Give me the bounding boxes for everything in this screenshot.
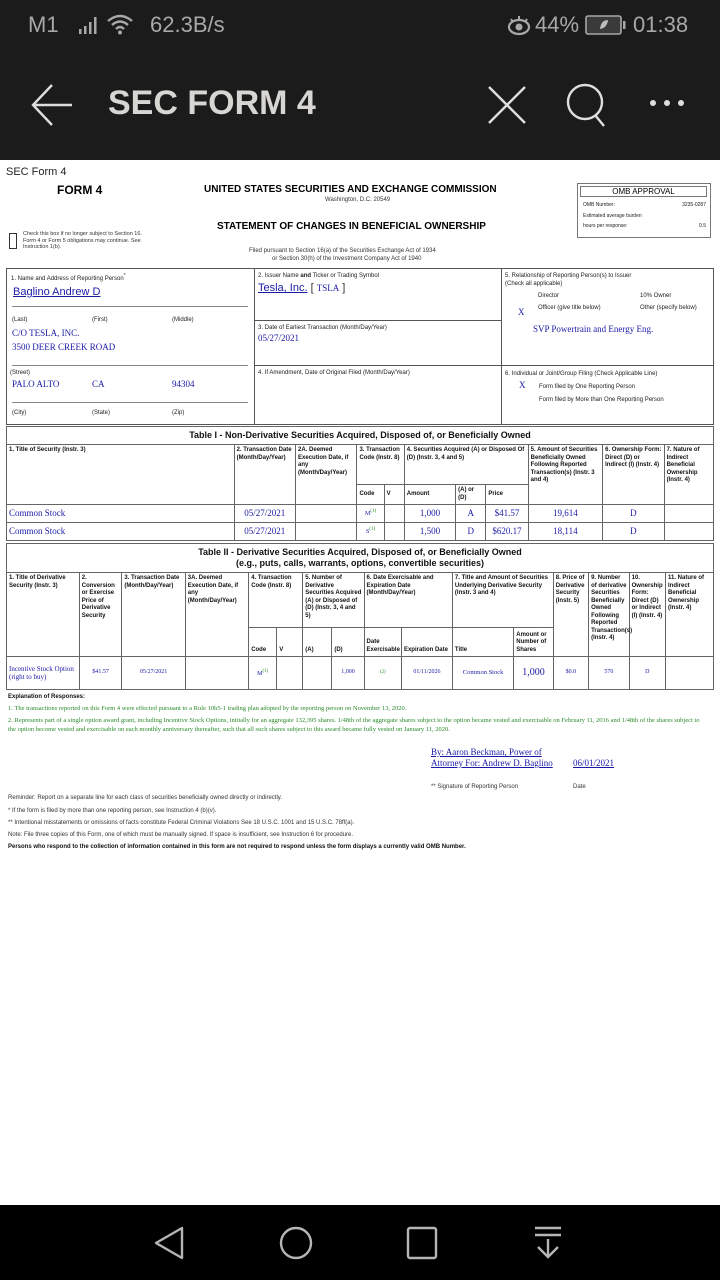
t2-header-form: 10. Ownership Form: Direct (D) or Indirect (I) (Instr. 4) — [629, 573, 665, 657]
cell-code: $M^{(1)}$ — [249, 657, 277, 690]
cell-conversion-price: $41.57 — [79, 657, 122, 690]
status-bar — [0, 0, 720, 52]
box-filing-type — [501, 365, 714, 425]
cell-code: $M^{(1)}$ — [357, 505, 384, 523]
signal-icon — [78, 16, 100, 34]
cell-v — [277, 657, 303, 690]
issuer-link[interactable]: Tesla, Inc. — [258, 282, 308, 294]
footnote-1: 1. The transactions reported on this Form 4 were effected pursuant to a Rule 10b5-1 trading plan adopted by the reporting person on November 13, 2020. — [8, 705, 407, 712]
reporting-person-link[interactable]: Baglino Andrew D — [13, 286, 101, 298]
t2-header-code: 4. Transaction Code (Instr. 8) — [249, 573, 303, 628]
wifi-icon — [106, 13, 134, 35]
earliest-transaction-date: 05/27/2021 — [258, 333, 300, 343]
nav-notification-pull-icon[interactable] — [530, 1225, 566, 1261]
omb-title: OMB APPROVAL — [580, 186, 707, 197]
page-title: SEC FORM 4 — [108, 84, 316, 122]
box-issuer — [254, 268, 502, 321]
ten-pct-owner-option: 10% Owner — [640, 293, 672, 299]
omb-approval-box — [577, 183, 711, 238]
filing-option-one: Form filed by One Reporting Person — [539, 384, 636, 390]
t1-header-securities: 4. Securities Acquired (A) or Disposed Of (D) (Instr. 3, 4 and 5) — [404, 445, 528, 485]
agency-address: Washington, D.C. 20549 — [325, 197, 391, 203]
clock: 01:38 — [633, 12, 689, 37]
omb-number-value: 3235-0287 — [682, 202, 706, 208]
t1-header-nature: 7. Nature of Indirect Beneficial Ownership (Instr. 4) — [664, 445, 713, 505]
box4-label: 4. If Amendment, Date of Original Filed (Month/Day/Year) — [258, 370, 410, 376]
search-icon[interactable] — [564, 82, 610, 128]
cell-underlying-title: Common Stock — [452, 657, 513, 690]
form-name: FORM 4 — [57, 183, 103, 197]
t2-subheader-expiration: Expiration Date — [401, 628, 452, 657]
t2-header-underlying: 7. Title and Amount of Securities Underlying Derivative Security (Instr. 3 and 4) — [452, 573, 553, 628]
cell-deemed — [185, 657, 248, 690]
back-arrow-icon[interactable] — [30, 82, 74, 128]
t1-subheader-a-or-d: (A) or (D) — [456, 485, 486, 505]
filed-pursuant-line-2: or Section 30(h) of the Investment Company Act of 1940 — [272, 256, 422, 262]
footnote-2: 2. Represents part of a single option award grant, including Incentive Stock Options, initially for an aggregate 132,395 shares. 1/48th of the aggregate shares subject to the option became vested and exercisable on February 11, 2016 and 1/48th of the shares subject to the option become vested and exercisable on each monthly anniversary thereafter, such that all such shares subject to this award became fully vested on January 11, 2020. — [8, 717, 700, 733]
box-relationship — [501, 268, 714, 366]
city-value: PALO ALTO — [12, 379, 60, 389]
table2-title: Table II - Derivative Securities Acquired, Disposed of, or Beneficially Owned (e.g., puts, calls, warrants, options, convertible securities) — [7, 544, 714, 573]
explanation-heading: Explanation of Responses: — [8, 694, 86, 700]
cell-date-exercisable: (2) — [364, 657, 401, 690]
cell-code: $S^{(1)}$ — [357, 523, 384, 541]
t2-subheader-v: V — [277, 628, 303, 657]
cell-owned: 18,114 — [528, 523, 603, 541]
sec-form-document — [0, 160, 720, 1205]
signature-date-link[interactable]: 06/01/2021 — [573, 758, 615, 768]
section16-checkbox[interactable] — [9, 233, 17, 249]
box-amendment — [254, 365, 502, 425]
cell-v — [384, 505, 404, 523]
table1-title: Table I - Non-Derivative Securities Acquired, Disposed of, or Beneficially Owned — [7, 427, 714, 445]
officer-check-mark: X — [518, 307, 525, 317]
t1-header-deemed: 2A. Deemed Execution Date, if any (Month/Day/Year) — [296, 445, 357, 505]
nav-home-icon[interactable] — [278, 1225, 314, 1261]
cell-date: 05/27/2021 — [234, 523, 295, 541]
zip-value: 94304 — [172, 379, 195, 389]
cell-date: 05/27/2021 — [122, 657, 185, 690]
city-label: (City) — [12, 410, 27, 416]
t2-header-title: 1. Title of Derivative Security (Instr. 3) — [7, 573, 80, 657]
cell-date: 05/27/2021 — [234, 505, 295, 523]
t1-header-form: 6. Ownership Form: Direct (D) or Indirect (I) (Instr. 4) — [603, 445, 664, 505]
filing-check-mark: X — [519, 380, 526, 390]
state-value: CA — [92, 379, 105, 389]
cell-form: D — [629, 657, 665, 690]
issuer-line: Tesla, Inc. [ TSLA ] — [258, 282, 346, 294]
state-label: (State) — [92, 410, 111, 416]
t2-subheader-amount: Amount or Number of Shares — [514, 628, 554, 657]
carrier-label: M1 — [28, 12, 59, 37]
cell-price: $0.0 — [553, 657, 588, 690]
network-speed: 62.3B/s — [150, 12, 225, 37]
t1-subheader-v: V — [384, 485, 404, 505]
t1-subheader-amount: Amount — [404, 485, 455, 505]
cell-amount: 1,500 — [404, 523, 455, 541]
box1-label: 1. Name and Address of Reporting Person* — [11, 273, 126, 282]
box3-label: 3. Date of Earliest Transaction (Month/Day/Year) — [258, 325, 387, 331]
doc-label: SEC Form 4 — [6, 166, 67, 178]
t2-subheader-code: Code — [249, 628, 277, 657]
t2-header-price: 8. Price of Derivative Security (Instr. 5) — [553, 573, 588, 657]
footer-note-copies: Note: File three copies of this Form, one of which must be manually signed. If space is insufficient, see Instruction 6 for procedure. — [8, 832, 354, 838]
ticker: TSLA — [316, 283, 340, 293]
battery-icon — [585, 14, 627, 36]
battery-percent: 44% — [535, 12, 580, 37]
first-label: (First) — [92, 317, 108, 323]
footer-note-omb: Persons who respond to the collection of information contained in this form are not required to respond unless the form displays a currently valid OMB Number. — [8, 844, 466, 850]
t2-subheader-d: (D) — [332, 628, 364, 657]
t2-subheader-title: Title — [452, 628, 513, 657]
cell-underlying-amount: 1,000 — [514, 657, 554, 690]
t2-subheader-date-exercisable: Date Exercisable — [364, 628, 401, 657]
cell-amount: 1,000 — [404, 505, 455, 523]
other-option: Other (specify below) — [640, 305, 697, 311]
street-line-2: 3500 DEER CREEK ROAD — [12, 342, 116, 352]
nav-recents-icon[interactable] — [404, 1225, 440, 1261]
cell-expiration: 01/11/2026 — [401, 657, 452, 690]
t2-subheader-a: (A) — [303, 628, 332, 657]
middle-label: (Middle) — [172, 317, 194, 323]
table-derivative — [6, 543, 714, 690]
cell-title: Common Stock — [7, 523, 235, 541]
box5-label-2: (Check all applicable) — [505, 281, 563, 287]
table-row — [7, 505, 714, 523]
t1-header-title: 1. Title of Security (Instr. 3) — [7, 445, 235, 505]
officer-option: Officer (give title below) — [538, 305, 601, 311]
t1-subheader-code: Code — [357, 485, 384, 505]
omb-number-label: OMB Number: — [583, 202, 615, 208]
cell-d: 1,000 — [332, 657, 364, 690]
close-icon[interactable] — [486, 84, 528, 126]
box2-label: 2. Issuer Name and Ticker or Trading Symbol — [258, 273, 380, 279]
zip-label: (Zip) — [172, 410, 185, 416]
t2-header-deemed: 3A. Deemed Execution Date, if any (Month/Day/Year) — [185, 573, 248, 657]
agency-name: UNITED STATES SECURITIES AND EXCHANGE COMMISSION — [204, 184, 497, 195]
box-reporting-person — [6, 268, 255, 425]
signature-link[interactable]: By: Aaron Beckman, Power of Attorney For: Andrew D. Baglino — [431, 747, 553, 768]
cell-form: D — [603, 505, 664, 523]
footer-note-reminder: Reminder: Report on a separate line for each class of securities beneficially owned directly or indirectly. — [8, 795, 283, 801]
table-non-derivative — [6, 426, 714, 541]
cell-v — [384, 523, 404, 541]
t2-header-number: 5. Number of Derivative Securities Acquired (A) or Disposed of (D) (Instr. 3, 4 and 5) — [303, 573, 364, 628]
t1-header-owned: 5. Amount of Securities Beneficially Owned Following Reported Transaction(s) (Instr. 3 and 4) — [528, 445, 603, 505]
cell-owned: 570 — [589, 657, 630, 690]
more-icon[interactable] — [648, 96, 686, 110]
t1-header-code: 3. Transaction Code (Instr. 8) — [357, 445, 404, 485]
eye-comfort-icon — [506, 14, 532, 36]
director-option: Director — [538, 293, 560, 299]
t1-header-date: 2. Transaction Date (Month/Day/Year) — [234, 445, 295, 505]
t1-subheader-price: Price — [486, 485, 528, 505]
box-earliest-transaction — [254, 320, 502, 366]
system-nav-bar — [0, 1205, 720, 1280]
cell-a-or-d: A — [456, 505, 486, 523]
t2-header-owned: 9. Number of derivative Securities Beneficially Owned Following Reported Transaction(s) (Instr. 4) — [589, 573, 630, 657]
footer-note-violations: ** Intentional misstatements or omissions of facts constitute Federal Criminal Violations See 18 U.S.C. 1001 and 15 U.S.C. 78ff(a). — [8, 820, 355, 826]
cell-deemed — [296, 523, 357, 541]
box6-label: 6. Individual or Joint/Group Filing (Check Applicable Line) — [505, 371, 658, 377]
filing-option-multiple: Form filed by More than One Reporting Person — [539, 397, 664, 403]
filed-pursuant-line-1: Filed pursuant to Section 16(a) of the Securities Exchange Act of 1934 — [249, 248, 436, 254]
cell-price: $41.57 — [486, 505, 528, 523]
cell-title: Common Stock — [7, 505, 235, 523]
nav-back-icon[interactable] — [152, 1225, 188, 1261]
signature-date-label: Date — [573, 784, 586, 790]
table-row — [7, 523, 714, 541]
cell-price: $620.17 — [486, 523, 528, 541]
signature-label: ** Signature of Reporting Person — [431, 784, 519, 790]
footer-note-multiple: * If the form is filed by more than one reporting person, see Instruction 4 (b)(v). — [8, 808, 217, 814]
cell-nature — [665, 657, 713, 690]
table-row — [7, 657, 714, 690]
omb-burden-label-1: Estimated average burden — [583, 213, 642, 219]
omb-burden-value: 0.5 — [699, 223, 706, 229]
cell-nature — [664, 523, 713, 541]
officer-title: SVP Powertrain and Energy Eng. — [533, 324, 654, 334]
box5-label-1: 5. Relationship of Reporting Person(s) to Issuer — [505, 273, 632, 279]
omb-burden-label-2: hours per response: — [583, 223, 628, 229]
cell-title: Incentive Stock Option (right to buy) — [7, 657, 80, 690]
cell-a — [303, 657, 332, 690]
street-line-1: C/O TESLA, INC. — [12, 328, 80, 338]
street-label: (Street) — [10, 370, 31, 376]
t2-header-exercisable: 6. Date Exercisable and Expiration Date (Month/Day/Year) — [364, 573, 452, 628]
app-bar — [0, 52, 720, 160]
cell-a-or-d: D — [456, 523, 486, 541]
t2-header-conversion: 2. Conversion or Exercise Price of Derivative Security — [79, 573, 122, 657]
last-label: (Last) — [12, 317, 28, 323]
cell-form: D — [603, 523, 664, 541]
cell-owned: 19,614 — [528, 505, 603, 523]
section16-checkbox-label: Check this box if no longer subject to Section 16. Form 4 or Form 5 obligations may continue. See Instruction 1(b). — [23, 231, 142, 250]
cell-deemed — [296, 505, 357, 523]
t2-header-nature: 11. Nature of Indirect Beneficial Ownership (Instr. 4) — [665, 573, 713, 657]
cell-nature — [664, 505, 713, 523]
t2-header-date: 3. Transaction Date (Month/Day/Year) — [122, 573, 185, 657]
statement-title: STATEMENT OF CHANGES IN BENEFICIAL OWNERSHIP — [217, 221, 486, 232]
